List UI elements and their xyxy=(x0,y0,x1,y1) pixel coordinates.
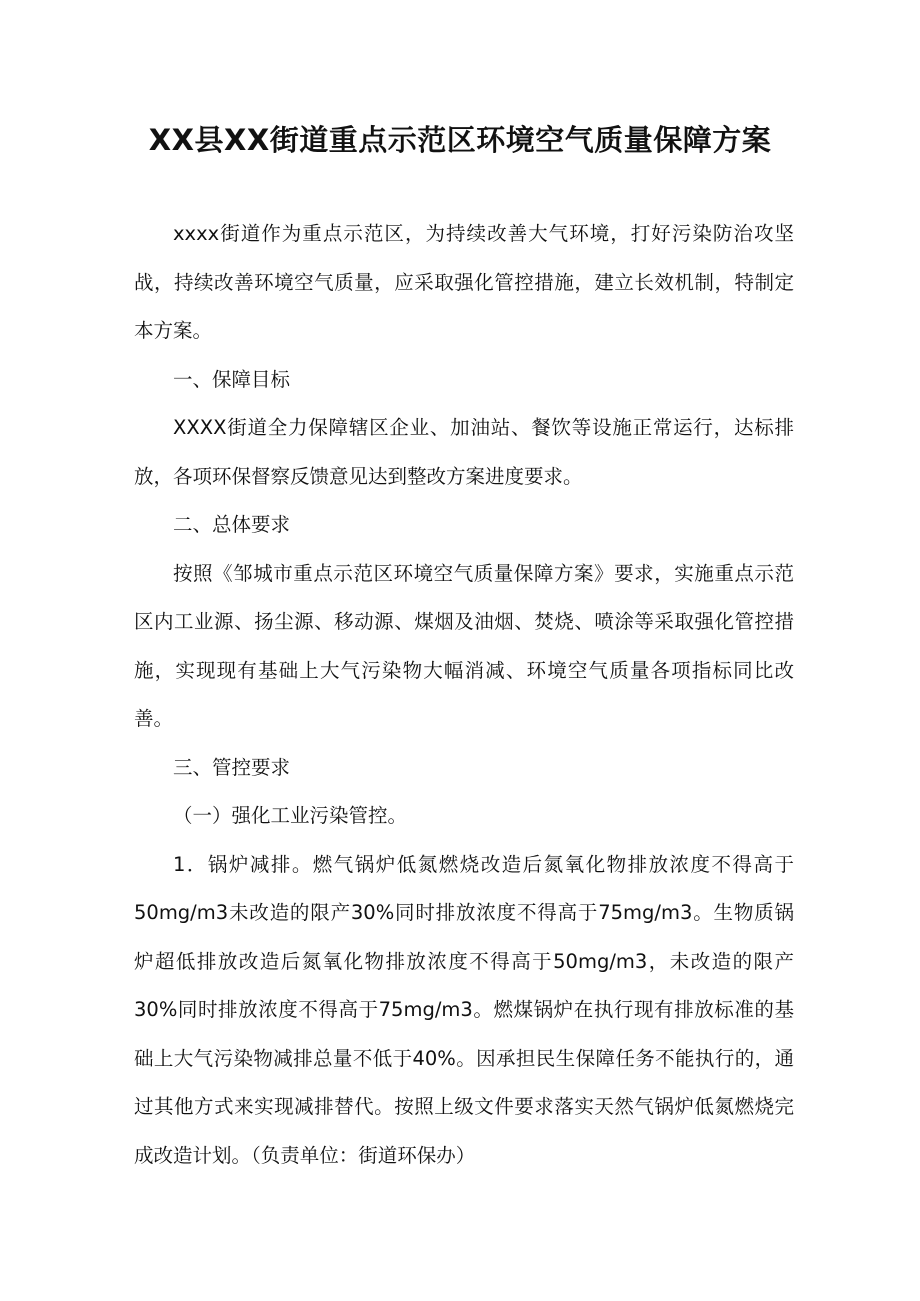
section-goals-paragraph: XXXX街道全力保障辖区企业、加油站、餐饮等设施正常运行，达标排放，各项环保督察反馈意见达到整改方案进度要求。 xyxy=(134,416,794,488)
section-heading-controls: 三、管控要求 xyxy=(173,755,291,779)
section-heading-goals: 一、保障目标 xyxy=(173,367,291,391)
document-title: XX县XX街道重点示范区环境空气质量保障方案 xyxy=(148,123,772,157)
section-heading-requirements: 二、总体要求 xyxy=(173,513,291,536)
document-body xyxy=(134,210,794,1180)
section-requirements-paragraph: 按照《邹城市重点示范区环境空气质量保障方案》要求，实施重点示范区内工业源、扬尘源、移动源、煤烟及油烟、焚烧、喷涂等采取强化管控措施，实现现有基础上大气污染物大幅消减、环境空气质量各项指标同比改善。 xyxy=(134,561,794,730)
subsection-heading-industrial: （一）强化工业污染管控。 xyxy=(173,804,408,827)
intro-paragraph: xxxx街道作为重点示范区，为持续改善大气环境，打好污染防治攻坚战，持续改善环境空气质量，应采取强化管控措施，建立长效机制，特制定本方案。 xyxy=(134,222,794,342)
item-boiler-paragraph: 1．锅炉减排。燃气锅炉低氮燃烧改造后氮氧化物排放浓度不得高于50mg/m3未改造的限产30%同时排放浓度不得高于75mg/m3。生物质锅炉超低排放改造后氮氧化物排放浓度不得高于50mg/m3，未改造的限产30%同时排放浓度不得高于75mg/m3。燃煤锅炉在执行现有排放标准的基础上大气污染物减排总量不低于40%。因承担民生保障任务不能执行的，通过其他方式来实现减排替代。按照上级文件要求落实天然气锅炉低氮燃烧完成改造计划。（负责单位：街道环保办） xyxy=(134,852,794,1167)
